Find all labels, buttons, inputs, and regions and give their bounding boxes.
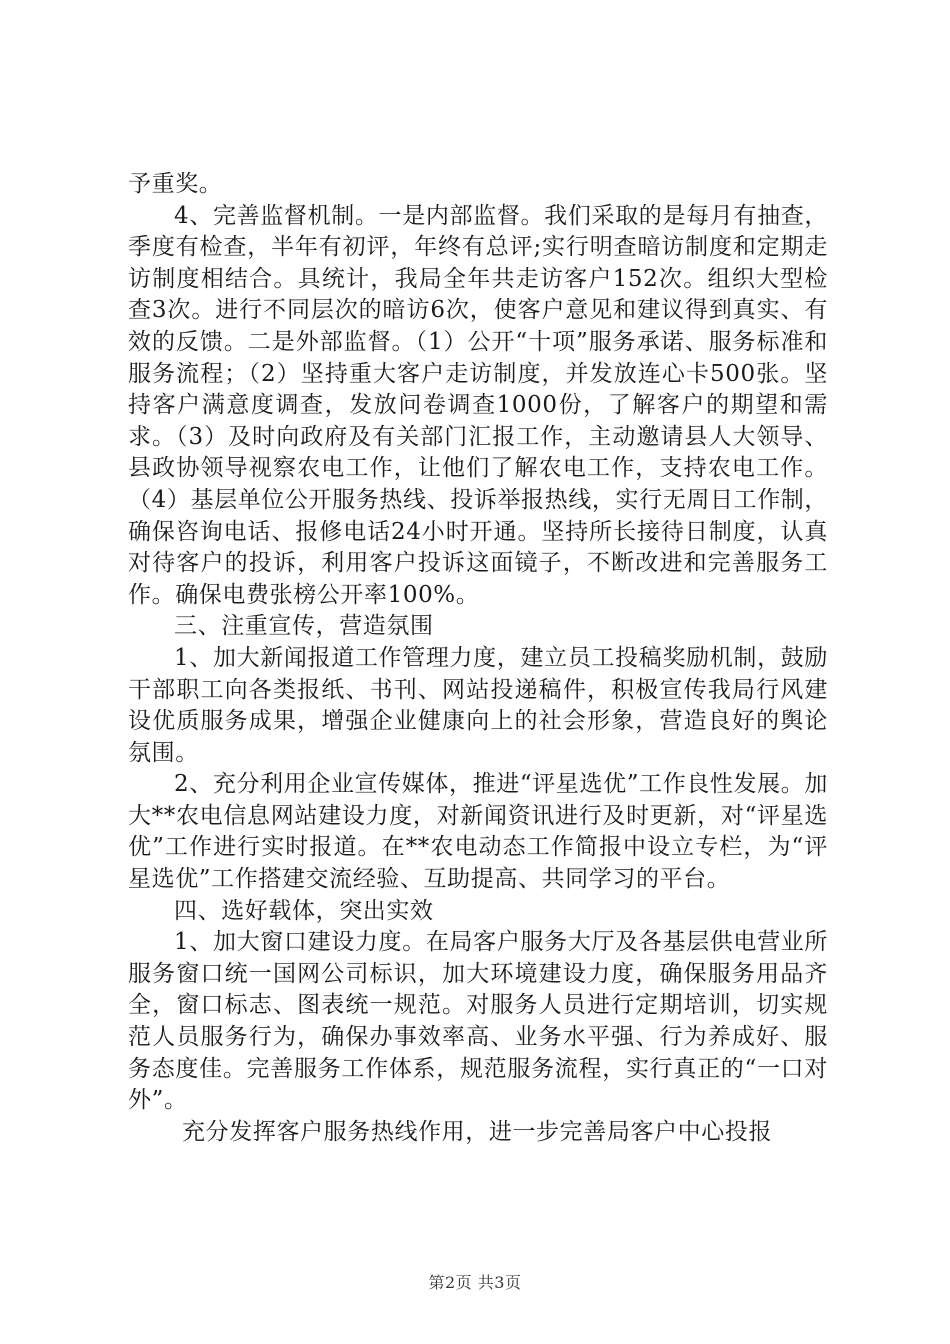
paragraph-supervision-mechanism: 4、完善监督机制。一是内部监督。我们采取的是每月有抽查，季度有检查，半年有初评，年终有总评;实行明查暗访制度和定期走访制度相结合。具统计，我局全年共走访客户152次。组织大型检查3次。进行不同层次的暗访6次，使客户意见和建议得到真实、有效的反馈。二是外部监督。（1）公开“十项”服务承诺、服务标准和服务流程；（2）坚持重大客户走访制度，并发放连心卡500张。坚持客户满意度调查，发放问卷调查1000份，了解客户的期望和需求。（3）及时向政府及有关部门汇报工作，主动邀请县人大领导、县政协领导视察农电工作，让他们了解农电工作，支持农电工作。（4）基层单位公开服务热线、投诉举报热线，实行无周日工作制，确保咨询电话、报修电话24小时开通。坚持所长接待日制度，认真对待客户的投诉，利用客户投诉这面镜子，不断改进和完善服务工作。确保电费张榜公开率100%。 xyxy=(128,202,828,608)
paragraph-service-hotline: 充分发挥客户服务热线作用，进一步完善局客户中心投报 xyxy=(182,1118,773,1145)
section-heading-publicity: 三、注重宣传，营造氛围 xyxy=(174,613,434,640)
paragraph-window-construction: 1、加大窗口建设力度。在局客户服务大厅及各基层供电营业所服务窗口统一国网公司标识，加大环境建设力度，确保服务用品齐全，窗口标志、图表统一规范。对服务人员进行定期培训，切实规范人员服务行为，确保办事效率高、业务水平强、行为养成好、服务态度佳。完善服务工作体系，规范服务流程，实行真正的“一口对外”。 xyxy=(128,929,828,1114)
paragraph-media-usage: 2、充分利用企业宣传媒体，推进“评星选优”工作良性发展。加大**农电信息网站建设力度，对新闻资讯进行及时更新，对“评星选优”工作进行实时报道。在**农电动态工作简报中设立专栏，为“评星选优”工作搭建交流经验、互助提高、共同学习的平台。 xyxy=(128,771,828,893)
paragraph-continuation: 予重奖。 xyxy=(128,171,223,197)
document-body xyxy=(128,169,828,1148)
paragraph-news-reporting: 1、加大新闻报道工作管理力度，建立员工投稿奖励机制，鼓励干部职工向各类报纸、书刊、网站投递稿件，积极宣传我局行风建设优质服务成果，增强企业健康向上的社会形象，营造良好的舆论氛围。 xyxy=(128,644,828,766)
page-number-footer: 第2页 共3页 xyxy=(428,1273,522,1292)
section-heading-carriers: 四、选好载体，突出实效 xyxy=(174,897,434,924)
